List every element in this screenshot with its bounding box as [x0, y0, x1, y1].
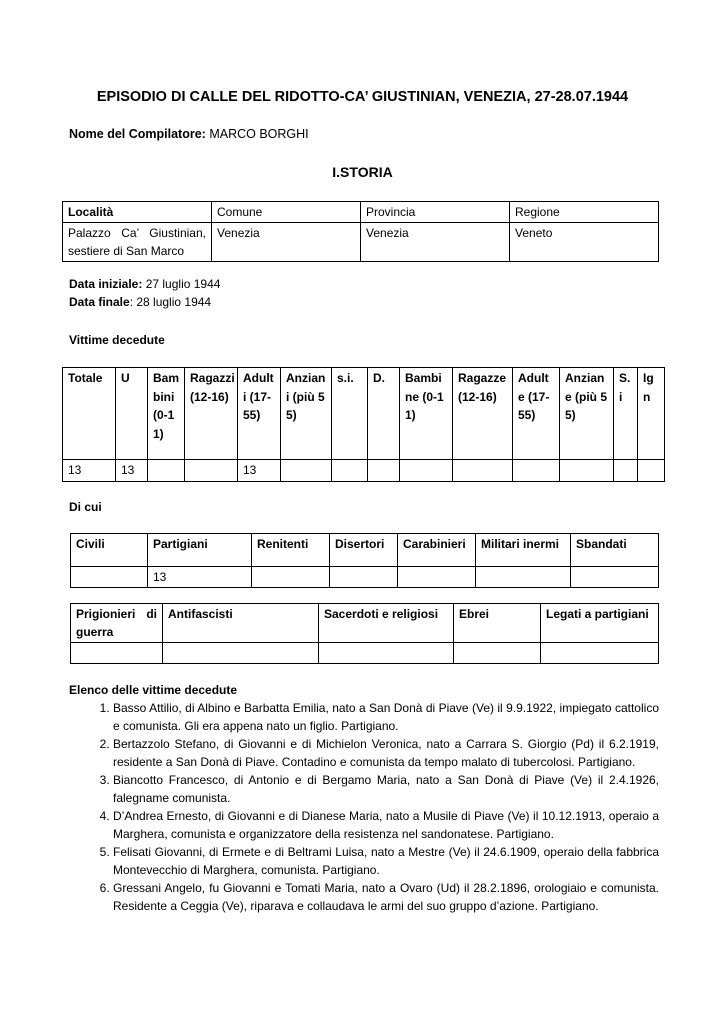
victims-header-ragazzi: Ragazzi (12-16) [185, 368, 238, 460]
header-civili: Civili [71, 534, 148, 567]
location-header-row [63, 202, 659, 223]
value-disertori [330, 567, 398, 588]
victims-value-adulti: 13 [238, 460, 281, 482]
victims-value-anziane [560, 460, 614, 482]
list-item: 6. Gressani Angelo, fu Giovanni e Tomati Maria, nato a Ovaro (Ud) il 28.2.1896, orologiaio e comunista. Residente a Ceggia (Ve), riparava e collaudava le armi del suo gruppo d’azione. Partigiano. [113, 879, 659, 915]
list-item: 5. Felisati Giovanni, di Ermete e di Beltrami Luisa, nato a Mestre (Ve) il 24.6.1909, operaio della fabbrica Montevecchio di Marghera, comunista. Partigiano. [113, 843, 659, 879]
end-date-label: Data finale [69, 295, 130, 309]
victims-header-ign: Ign [638, 368, 665, 460]
value-ebrei [454, 643, 541, 664]
victims-value-totale: 13 [63, 460, 116, 482]
victims-value-d [368, 460, 400, 482]
location-value-regione: Veneto [510, 223, 659, 262]
victims-value-anziani [281, 460, 332, 482]
victims-label: Vittime decedute [69, 333, 165, 347]
value-sacerdoti [319, 643, 454, 664]
location-header-regione: Regione [510, 202, 659, 223]
value-antifascisti [163, 643, 319, 664]
categories-table-2 [70, 603, 659, 664]
victims-value-si [332, 460, 368, 482]
victim-list [69, 699, 659, 915]
list-item: 4. D’Andrea Ernesto, di Giovanni e di Dianese Maria, nato a Musile di Piave (Ve) il 10.12.1913, operaio a Marghera, comunista e organizzatore della resistenza nel sandonatese. Partigiano. [113, 807, 659, 843]
location-header-provincia: Provincia [361, 202, 510, 223]
victim-list-section [69, 681, 659, 915]
victims-value-bambine [400, 460, 453, 482]
victims-header-bambine: Bambine (0-11) [400, 368, 453, 460]
location-value-comune: Venezia [212, 223, 361, 262]
compiler-line [69, 127, 309, 141]
start-date [69, 277, 220, 291]
value-partigiani: 13 [148, 567, 252, 588]
victims-header-d: D. [368, 368, 400, 460]
header-prigionieri [71, 604, 163, 643]
location-value-localita: Palazzo Ca’ Giustinian, sestiere di San Marco [63, 223, 212, 262]
value-sbandati [571, 567, 659, 588]
header-carabinieri: Carabinieri [398, 534, 476, 567]
location-value-provincia: Venezia [361, 223, 510, 262]
victims-header-adulte: Adulte (17-55) [513, 368, 560, 460]
victims-header-bambini: Bambini (0-11) [148, 368, 185, 460]
categories-2-header-row [71, 604, 659, 643]
victims-value-u: 13 [116, 460, 148, 482]
victims-header-totale: Totale [63, 368, 116, 460]
end-date-value: : 28 luglio 1944 [129, 295, 212, 309]
victim-list-heading: Elenco delle vittime decedute [69, 683, 238, 697]
victims-header-ragazze: Ragazze (12-16) [453, 368, 513, 460]
categories-1-header-row [71, 534, 659, 567]
value-legati-partigiani [541, 643, 659, 664]
location-value-row [63, 223, 659, 262]
header-sacerdoti: Sacerdoti e religiosi [319, 604, 454, 643]
header-militari-inermi: Militari inermi [476, 534, 571, 567]
header-legati-partigiani: Legati a partigiani [541, 604, 659, 643]
victims-header-anziani: Anziani (più 55) [281, 368, 332, 460]
location-header-comune: Comune [212, 202, 361, 223]
victims-header-s-i: S. i [614, 368, 638, 460]
victims-header-row [63, 368, 665, 460]
value-carabinieri [398, 567, 476, 588]
victims-value-ign [638, 460, 665, 482]
list-item: 3. Biancotto Francesco, di Antonio e di Bergamo Maria, nato a San Donà di Piave (Ve) il 2.4.1926, falegname comunista. [113, 771, 659, 807]
victims-value-s-i [614, 460, 638, 482]
value-prigionieri [71, 643, 163, 664]
list-item: 2. Bertazzolo Stefano, di Giovanni e di Michielon Veronica, nato a Carrara S. Giorgio (Pd) il 6.2.1919, residente a San Donà di Piave. Contadino e comunista da tempo malato di tubercolosi. Partigiano. [113, 735, 659, 771]
categories-table-1 [70, 533, 659, 588]
victims-header-u: U [116, 368, 148, 460]
victims-header-anziane: Anziane (più 55) [560, 368, 614, 460]
victims-value-bambini [148, 460, 185, 482]
header-partigiani: Partigiani [148, 534, 252, 567]
value-renitenti [252, 567, 330, 588]
location-header-localita: Località [63, 202, 212, 223]
start-date-value: 27 luglio 1944 [145, 277, 221, 291]
victims-value-ragazze [453, 460, 513, 482]
victims-table [62, 367, 665, 482]
victims-header-adulti: Adulti (17-55) [238, 368, 281, 460]
categories-2-value-row [71, 643, 659, 664]
list-item: 1. Basso Attilio, di Albino e Barbatta Emilia, nato a San Donà di Piave (Ve) il 9.9.1922, impiegato cattolico e comunista. Gli era appena nato un figlio. Partigiano. [113, 699, 659, 735]
victims-value-row [63, 460, 665, 482]
start-date-label: Data iniziale: [69, 277, 143, 291]
header-ebrei: Ebrei [454, 604, 541, 643]
header-disertori: Disertori [330, 534, 398, 567]
document-title: EPISODIO DI CALLE DEL RIDOTTO-CA’ GIUSTINIAN, VENEZIA, 27-28.07.1944 [96, 89, 629, 105]
value-civili [71, 567, 148, 588]
di-cui-label: Di cui [69, 500, 102, 514]
value-militari-inermi [476, 567, 571, 588]
categories-1-value-row [71, 567, 659, 588]
section-title: I.STORIA [332, 164, 393, 180]
header-renitenti: Renitenti [252, 534, 330, 567]
end-date [69, 295, 211, 309]
header-prigionieri-text: Prigionieri di guerra [76, 607, 157, 639]
victims-header-si: s.i. [332, 368, 368, 460]
location-table [62, 201, 659, 262]
victims-value-ragazzi [185, 460, 238, 482]
compiler-name: MARCO BORGHI [209, 127, 309, 141]
header-antifascisti: Antifascisti [163, 604, 319, 643]
header-sbandati: Sbandati [571, 534, 659, 567]
victims-value-adulte [513, 460, 560, 482]
compiler-label: Nome del Compilatore: [69, 127, 206, 141]
